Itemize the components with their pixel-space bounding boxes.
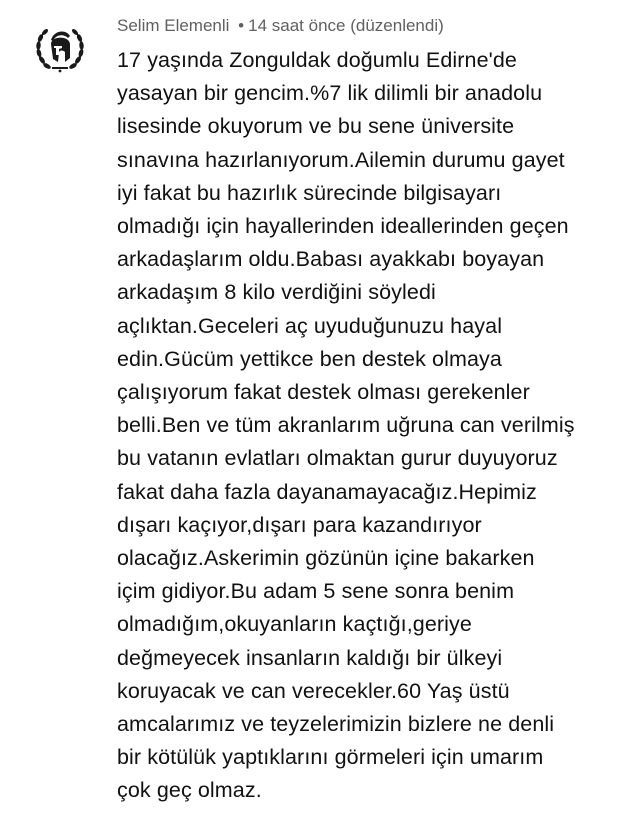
comment-line: belli.Ben ve tüm akranlarım uğruna can verilmiş [117,413,575,438]
edited-label: (düzenlendi) [350,16,444,35]
comment-line: olacağız.Askerimin gözünün içine bakarken [117,546,535,571]
comment-line: olmadığı için hayallerinden ideallerinden geçen [117,214,569,239]
comment-line: çalışıyorum fakat destek olması gerekenler [117,380,530,405]
spartan-helmet-laurel-icon [32,22,88,78]
comment-line: 17 yaşında Zonguldak doğumlu Edirne'de [117,48,517,72]
author-name[interactable]: Selim Elemenli [117,16,230,35]
comment-line: arkadaşlarım oldu.Babası ayakkabı boyayan [117,247,545,272]
comment-line: açlıktan.Geceleri aç uyuduğunuzu hayal [117,313,503,338]
comment-line: edin.Gücüm yettikce ben destek olmaya [117,346,502,371]
meta-separator: • [238,16,245,35]
comment-timestamp[interactable]: 14 saat önce [248,16,346,35]
comment-line: yasayan bir gencim.%7 lik dilimli bir anadolu [117,81,543,106]
comment-line: sınavına hazırlanıyorum.Ailemin durumu gayet [117,147,565,172]
comment-line: fakat daha fazla dayanamayacağız.Hepimiz [117,479,537,504]
comment-line: amcalarımız ve teyzelerimizin bizlere ne denli [117,712,555,737]
comment-line: çok geç olmaz. [117,778,262,803]
comment-line: bu vatanın evlatları olmaktan gurur duyuyoruz [117,446,558,471]
comment-line: içim gidiyor.Bu adam 5 sene sonra benim [117,579,515,604]
comment-line: olmadığım,okuyanların kaçtığı,geriye [117,612,472,637]
comment-header [117,14,444,38]
avatar[interactable] [32,22,88,78]
comment-line: lisesinde okuyorum ve bu sene üniversite [117,114,515,139]
comment-line: iyi fakat bu hazırlık sürecinde bilgisayarı [117,180,502,205]
comment-body [117,44,622,808]
comment-line: koruyacak ve can verecekler.60 Yaş üstü [117,678,510,703]
comment-line: değmeyecek insanların kaldığı bir ülkeyi [117,645,503,670]
comment-line: bir kötülük yaptıklarını görmeleri için umarım [117,745,544,770]
comment-line: dışarı kaçıyor,dışarı para kazandırıyor [117,512,482,537]
comment-line: arkadaşım 8 kilo verdiğini söyledi [117,280,436,305]
